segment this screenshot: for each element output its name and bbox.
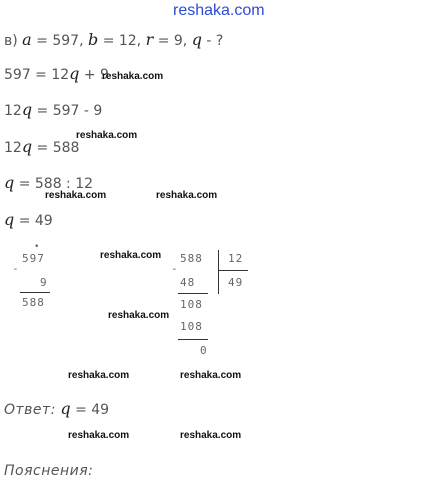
step-2-right: = 597 - 9 (36, 103, 103, 119)
step-1-var: q (69, 64, 80, 83)
borrow-dot: • (34, 242, 41, 252)
var-a: a (22, 30, 32, 49)
watermark: reshaka.com (108, 310, 170, 321)
division-first-product: 48 (180, 276, 196, 289)
step-1-left: 597 = 12 (4, 67, 70, 83)
step-3-var: q (21, 137, 33, 156)
division-rule-1 (178, 293, 208, 294)
step-3-right: = 588 (36, 140, 80, 156)
var-q: q (191, 30, 202, 49)
equation-step-2 (4, 100, 102, 119)
division-second-product: 108 (180, 320, 203, 333)
q-unknown: - ? (206, 33, 224, 49)
watermark: reshaka.com (180, 370, 242, 381)
answer-line (4, 399, 109, 418)
step-3-left: 12 (4, 140, 22, 156)
var-r: r (145, 30, 154, 49)
explanation-heading: Пояснения: (4, 463, 94, 479)
answer-label: Ответ: (4, 402, 56, 418)
b-value: = 12, (102, 33, 142, 49)
a-value: = 597, (36, 33, 84, 49)
step-5-var: q (4, 210, 15, 229)
subtraction-subtrahend: 9 (40, 276, 48, 289)
watermark: reshaka.com (100, 250, 162, 261)
subtraction-result: 588 (22, 296, 45, 309)
division-quotient: 49 (228, 276, 244, 289)
watermark: reshaka.com (68, 370, 130, 381)
problem-letter: в) (4, 33, 18, 49)
watermark: reshaka.com (45, 190, 107, 201)
watermark: reshaka.com (76, 130, 138, 141)
site-watermark-top: reshaka.com (173, 2, 265, 19)
division-vertical-bar (218, 250, 219, 294)
division-remainder: 0 (200, 344, 208, 357)
step-2-var: q (21, 100, 33, 119)
watermark: reshaka.com (102, 71, 164, 82)
step-4-right: = 588 : 12 (18, 176, 94, 192)
step-2-left: 12 (4, 103, 22, 119)
subtraction-minus-sign: - (12, 262, 20, 275)
division-dividend: 588 (180, 252, 203, 265)
equation-step-5 (4, 210, 53, 229)
answer-value: = 49 (75, 402, 110, 418)
condition-line (4, 30, 223, 49)
var-b: b (87, 30, 99, 49)
answer-var: q (60, 399, 71, 418)
division-partial: 108 (180, 298, 203, 311)
subtraction-rule (20, 292, 50, 293)
division-quotient-rule (219, 270, 248, 271)
division-minus-sign: - (171, 262, 179, 275)
step-4-var: q (4, 173, 15, 192)
watermark: reshaka.com (68, 430, 130, 441)
subtraction-minuend: 597 (22, 252, 45, 265)
r-value: = 9, (157, 33, 188, 49)
step-1-right: + 9 (83, 67, 109, 83)
equation-step-3 (4, 137, 79, 156)
step-5-right: = 49 (18, 213, 53, 229)
division-divisor: 12 (228, 252, 244, 265)
watermark: reshaka.com (180, 430, 242, 441)
equation-step-1 (4, 64, 109, 83)
division-rule-2 (178, 339, 208, 340)
watermark: reshaka.com (156, 190, 218, 201)
